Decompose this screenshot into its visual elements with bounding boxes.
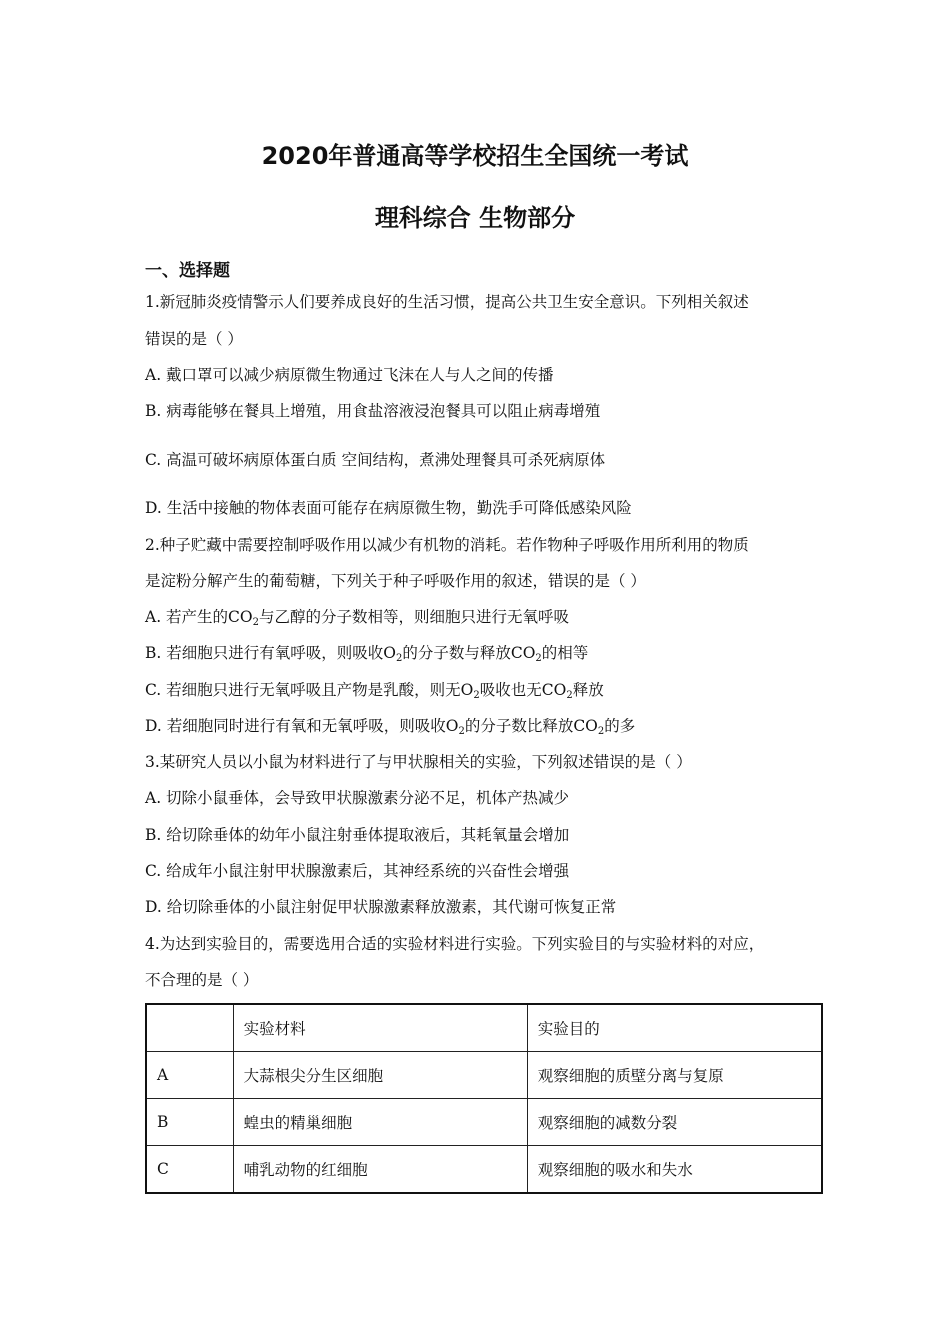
q1-option-b: B. 病毒能够在餐具上增殖，用食盐溶液浸泡餐具可以阻止病毒增殖 bbox=[145, 402, 601, 420]
table-cell bbox=[146, 1004, 233, 1052]
table-cell: C bbox=[146, 1146, 233, 1194]
table-cell: 观察细胞的吸水和失水 bbox=[527, 1146, 822, 1194]
q4-stem-line2: 不合理的是（ ） bbox=[145, 971, 259, 989]
q1-option-a: A. 戴口罩可以减少病原微生物通过飞沫在人与人之间的传播 bbox=[145, 366, 554, 384]
q3-option-b: B. 给切除垂体的幼年小鼠注射垂体提取液后，其耗氧量会增加 bbox=[145, 826, 570, 844]
q1-option-c: C. 高温可破坏病原体蛋白质 空间结构，煮沸处理餐具可杀死病原体 bbox=[145, 451, 606, 469]
q4-stem-line1: 4.为达到实验目的，需要选用合适的实验材料进行实验。下列实验目的与实验材料的对应， bbox=[145, 935, 765, 953]
exam-subtitle: 理科综合 生物部分 bbox=[374, 204, 576, 232]
table-row bbox=[146, 1052, 822, 1099]
q2-option-b: B. 若细胞只进行有氧呼吸，则吸收$O_2$的分子数与释放$CO_2$的相等 bbox=[145, 644, 589, 664]
table-cell: 蝗虫的精巢细胞 bbox=[233, 1099, 527, 1146]
q1-stem-line1: 1.新冠肺炎疫情警示人们要养成良好的生活习惯，提高公共卫生安全意识。下列相关叙述 bbox=[145, 293, 749, 311]
table-cell: A bbox=[146, 1052, 233, 1099]
q2-option-d: D. 若细胞同时进行有氧和无氧呼吸，则吸收$O_2$的分子数比释放$CO_2$的多 bbox=[145, 717, 636, 737]
q2-option-c: C. 若细胞只进行无氧呼吸且产物是乳酸，则无$O_2$吸收也无$CO_2$释放 bbox=[145, 681, 604, 701]
section-heading: 一、选择题 bbox=[145, 261, 230, 281]
q1-stem-line2: 错误的是（ ） bbox=[145, 330, 243, 348]
table-row bbox=[146, 1099, 822, 1146]
q2-option-a: A. 若产生的$CO_2$与乙醇的分子数相等，则细胞只进行无氧呼吸 bbox=[145, 608, 570, 628]
table-row bbox=[146, 1146, 822, 1194]
table-cell: B bbox=[146, 1099, 233, 1146]
table-cell: 观察细胞的质壁分离与复原 bbox=[527, 1052, 822, 1099]
q1-option-d: D. 生活中接触的物体表面可能存在病原微生物，勤洗手可降低感染风险 bbox=[145, 499, 632, 517]
q2-stem-line1: 2.种子贮藏中需要控制呼吸作用以减少有机物的消耗。若作物种子呼吸作用所利用的物质 bbox=[145, 536, 749, 554]
q3-option-d: D. 给切除垂体的小鼠注射促甲状腺激素释放激素，其代谢可恢复正常 bbox=[145, 898, 617, 916]
table-cell: 实验目的 bbox=[527, 1004, 822, 1052]
q2-stem-line2: 是淀粉分解产生的葡萄糖，下列关于种子呼吸作用的叙述，错误的是（ ） bbox=[145, 572, 646, 590]
table-cell: 观察细胞的减数分裂 bbox=[527, 1099, 822, 1146]
table-cell: 哺乳动物的红细胞 bbox=[233, 1146, 527, 1194]
table-cell: 实验材料 bbox=[233, 1004, 527, 1052]
q4-table bbox=[145, 1003, 823, 1194]
q3-stem: 3.某研究人员以小鼠为材料进行了与甲状腺相关的实验，下列叙述错误的是（ ） bbox=[145, 753, 692, 771]
table-cell: 大蒜根尖分生区细胞 bbox=[233, 1052, 527, 1099]
table-header-row bbox=[146, 1004, 822, 1052]
q3-option-a: A. 切除小鼠垂体，会导致甲状腺激素分泌不足，机体产热减少 bbox=[145, 789, 570, 807]
exam-title: 2020年普通高等学校招生全国统一考试 bbox=[261, 142, 689, 170]
q3-option-c: C. 给成年小鼠注射甲状腺激素后，其神经系统的兴奋性会增强 bbox=[145, 862, 570, 880]
